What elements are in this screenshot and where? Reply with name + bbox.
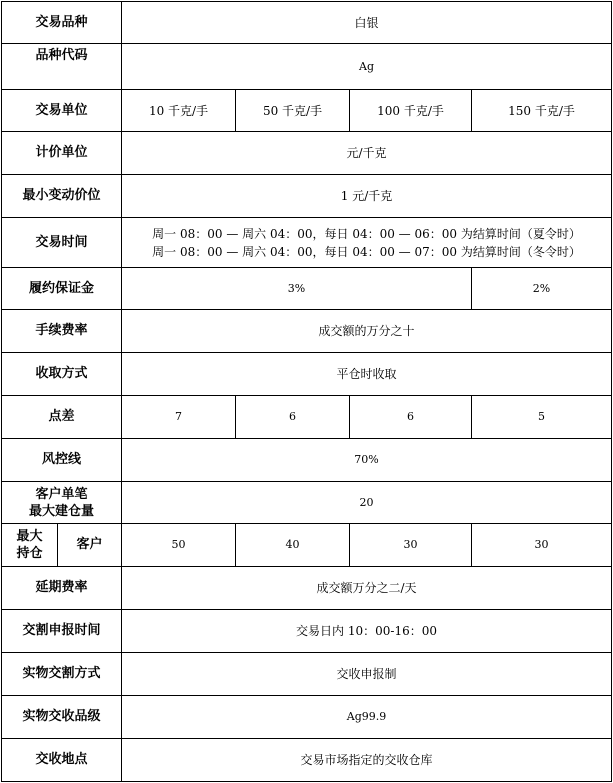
label-risk: 风控线 [2,439,122,482]
margin-value-2: 2% [472,268,612,310]
row-location [2,739,612,782]
value-location: 交易市场指定的交收仓库 [122,739,612,782]
value-variety: 白银 [122,2,612,44]
label-deferral: 延期费率 [2,567,122,610]
value-max-open: 20 [122,482,612,524]
row-collect [2,353,612,396]
spread-value-2: 6 [236,396,350,439]
row-max-open [2,482,612,524]
label-grade: 实物交收品级 [2,696,122,739]
value-fee: 成交额的万分之十 [122,310,612,353]
label-price-unit: 计价单位 [2,132,122,175]
value-code: Ag [122,44,612,90]
row-unit [2,90,612,132]
label-delivery-time: 交割申报时间 [2,610,122,653]
margin-value-1: 3% [122,268,472,310]
row-risk [2,439,612,482]
unit-value-4: 150 千克/手 [472,90,612,132]
hours-line-winter: 周一 08：00 — 周六 04：00，每日 04：00 — 07：00 为结算时间（冬令时） [152,244,581,259]
row-grade [2,696,612,739]
hours-line-summer: 周一 08：00 — 周六 04：00，每日 04：00 — 06：00 为结算时间（夏令时） [152,226,581,241]
value-grade: Ag99.9 [122,696,612,739]
spread-value-4: 5 [472,396,612,439]
unit-value-3: 100 千克/手 [350,90,472,132]
label-fee: 手续费率 [2,310,122,353]
label-hours: 交易时间 [2,218,122,268]
row-margin [2,268,612,310]
row-delivery-method [2,653,612,696]
value-deferral: 成交额万分之二/天 [122,567,612,610]
row-max-hold [2,524,612,567]
max-hold-value-3: 30 [350,524,472,567]
spread-value-1: 7 [122,396,236,439]
row-spread [2,396,612,439]
value-tick: 1 元/千克 [122,175,612,218]
value-delivery-time: 交易日内 10：00-16：00 [122,610,612,653]
value-price-unit: 元/千克 [122,132,612,175]
unit-value-1: 10 千克/手 [122,90,236,132]
row-deferral [2,567,612,610]
label-collect: 收取方式 [2,353,122,396]
label-spread: 点差 [2,396,122,439]
contract-spec-table [1,1,612,782]
value-hours [122,218,612,268]
label-max-hold [2,524,58,567]
label-max-hold-customer: 客户 [58,524,122,567]
unit-value-2: 50 千克/手 [236,90,350,132]
label-delivery-method: 实物交割方式 [2,653,122,696]
value-collect: 平仓时收取 [122,353,612,396]
row-variety [2,2,612,44]
value-risk: 70% [122,439,612,482]
label-variety: 交易品种 [2,2,122,44]
row-code [2,44,612,90]
spread-value-3: 6 [350,396,472,439]
row-fee [2,310,612,353]
label-location: 交收地点 [2,739,122,782]
row-delivery-time [2,610,612,653]
row-tick [2,175,612,218]
label-margin: 履约保证金 [2,268,122,310]
max-hold-value-2: 40 [236,524,350,567]
label-max-open-line-1: 客户单笔 [35,486,88,502]
label-unit: 交易单位 [2,90,122,132]
label-max-hold-line-1: 最大 [16,529,43,544]
label-tick: 最小变动价位 [2,175,122,218]
row-price-unit [2,132,612,175]
label-max-hold-line-2: 持仓 [16,546,43,561]
label-code: 品种代码 [2,44,122,90]
max-hold-value-1: 50 [122,524,236,567]
label-max-open-line-2: 最大建仓量 [29,503,95,519]
label-max-open [2,482,122,524]
max-hold-value-4: 30 [472,524,612,567]
row-hours [2,218,612,268]
value-delivery-method: 交收申报制 [122,653,612,696]
